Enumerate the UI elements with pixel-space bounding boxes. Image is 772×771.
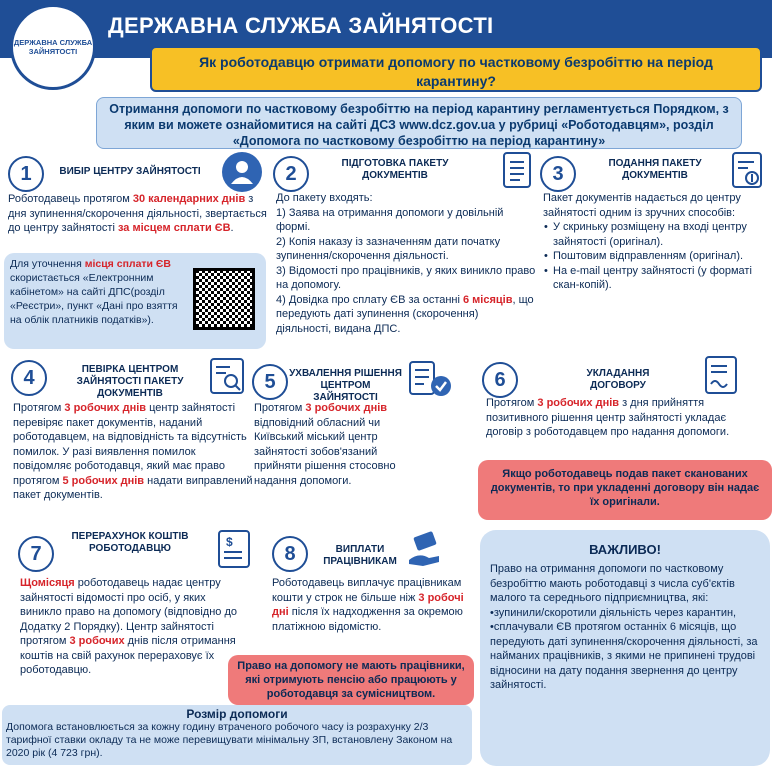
step-8-text [272, 576, 466, 634]
step-7-days: 3 робочих [69, 635, 125, 647]
step-3-title: ПОДАННЯ ПАКЕТУ ДОКУМЕНТІВ [608, 158, 702, 181]
step-1-note-a: Для уточнення [10, 258, 85, 270]
money-hand-icon [405, 530, 445, 570]
step-6-days: 3 робочих днів [537, 397, 620, 409]
step-1-number: 1 [8, 156, 44, 192]
step-8-days: 3 робочі дні [272, 591, 464, 618]
step-6-text-a: Протягом [486, 397, 538, 409]
upload-document-icon [732, 152, 762, 188]
contract-icon [705, 356, 737, 394]
step-2-item-2: 2) Копія наказу із зазначенням дати початку зупинення/скорочення діяльності. [276, 235, 501, 262]
step-4-title: ПЕВІРКА ЦЕНТРОМ ЗАЙНЯТОСТІ ПАКЕТУ ДОКУМЕНТІВ [76, 364, 184, 399]
step-7-text [20, 576, 246, 678]
page-question: Як роботодавцю отримати допомогу по частковому безробіттю на період карантину? [150, 46, 762, 92]
logo-text: ДЕРЖАВНА СЛУЖБА ЗАЙНЯТОСТІ [13, 38, 93, 56]
step-2-item-4-a: 4) Довідка про сплату ЄВ за останні [276, 293, 463, 306]
step-1-text-c: . [230, 222, 234, 234]
brand-title: ДЕРЖАВНА СЛУЖБА ЗАЙНЯТОСТІ [108, 13, 494, 38]
step-1-note [10, 257, 188, 327]
step-3-number: 3 [540, 156, 576, 192]
step-4-text-c: надати виправлений пакет документів. [13, 474, 253, 501]
step-1-text-a: Роботодавець протягом [8, 193, 133, 205]
step-5-text-b: відповідний обласний чи Київський міський центр зайнятості зобов'язаний прийняти рішення стосовно надання допомоги. [254, 416, 396, 487]
amount-text: Допомога встановлюється за кожну годину втраченого робочого часу із розрахунку 2/3 тарифної ставки окладу та не може перевищувати мінімальну ЗП, встановлену Законом на 2020 рік (4 723 грн). [6, 721, 453, 759]
step-6-alert: Якщо роботодавець подав пакет сканованих документів, то при укладенні договору він надає їх оригінали. [478, 460, 772, 520]
important-text [490, 562, 762, 693]
step-1-note-b: скористається «Електронним кабінетом» на сайті ДПС(розділ «Реєстри», пункт «Дані про взяття на облік платників податків»). [10, 272, 178, 326]
step-8-alert: Право на допомогу не мають працівники, які отримують пенсію або працюють у роботодавця за сумісництвом. [228, 655, 474, 705]
step-2-item-1: 1) Заява на отримання допомоги у довільній формі. [276, 206, 504, 233]
step-4-text-a: Протягом [13, 402, 65, 414]
step-3-lead: Пакет документів надається до центру зайнятості одним із зручних способів: [543, 192, 741, 219]
step-6-title: УКЛАДАННЯ ДОГОВОРУ [586, 368, 650, 391]
step-5-number: 5 [252, 364, 288, 400]
step-1-text [8, 192, 270, 236]
important-lead: Право на отримання допомоги по частковому безробіттю мають роботодавці з числа суб'єктів малого та середнього підприємництва, які: [490, 563, 735, 604]
step-8-text-a: Роботодавець виплачує працівникам кошти у строк не більше ніж [272, 577, 462, 604]
important-title: ВАЖЛИВО! [589, 542, 661, 557]
checklist-icon [408, 360, 454, 398]
step-6-text-b: з дня прийняття позитивного рішення центр зайнятості укладає договір з роботодавцем про надання допомоги. [486, 397, 730, 438]
step-2-lead: До пакету входять: [276, 192, 373, 204]
step-1-place: за місцем сплати ЄВ [117, 222, 231, 234]
step-5-text-a: Протягом [254, 402, 306, 414]
step-8-text-b: після їх надходження за окремою платіжною відомістю. [272, 606, 463, 633]
step-4-text [13, 401, 253, 503]
step-7-title: ПЕРЕРАХУНОК КОШТІВ РОБОТОДАВЦЮ [71, 531, 189, 554]
step-2-item-4 [276, 293, 536, 337]
step-2-text [276, 191, 536, 336]
step-7-monthly: Щомісяця [20, 577, 75, 589]
step-6-number: 6 [482, 362, 518, 398]
invoice-icon [218, 530, 250, 568]
step-1-text-b: з дня зупинення/скорочення діяльності, звертається до центру зайнятості [8, 193, 267, 234]
step-4-days: 3 робочих днів [64, 402, 147, 414]
important-bullet-2: •сплачували ЄВ протягом останніх 6 місяців, що передують даті зупинення/скорочення діяльності, за найманих працівників, з якими не припинені трудові відносини на дату подання звернення до центру зайнятості. [490, 621, 758, 691]
step-4-fix-days: 5 робочих днів [62, 474, 145, 487]
step-7-text-b: днів після отримання коштів на свій рахунок перераховує їх роботодавцю. [20, 635, 236, 676]
step-8-number: 8 [272, 536, 308, 572]
step-1-days: 30 календарних днів [132, 193, 246, 205]
step-4-number: 4 [11, 360, 47, 396]
documents-icon [503, 152, 531, 188]
step-3-bullet-2: • Поштовим відправленням (оригінал). [553, 249, 768, 264]
step-1-note-place: місця сплати ЄВ [84, 258, 171, 270]
step-8-title: ВИПЛАТИ ПРАЦІВНИКАМ [323, 544, 397, 567]
step-5-text [254, 401, 424, 488]
step-3-text [543, 191, 768, 293]
step-2-number: 2 [273, 156, 309, 192]
intro-box: Отримання допомоги по частковому безробіттю на період карантину регламентується Порядком, з яким ви можете ознайомитися на сайті ДСЗ www.dcz.gov.ua у рубриці «Роботодавцям», розділ «Допомога по частковому безробіттю на період карантину» [96, 97, 742, 149]
qr-code[interactable] [193, 268, 255, 330]
step-6-text [486, 396, 748, 440]
user-icon [222, 152, 262, 192]
step-7-text-a: роботодавець надає центру зайнятості відомості про осіб, у яких виникло право на допомогу (відповідно до Додатку 2 Порядку). Центр зайнятості протягом [20, 577, 237, 647]
step-4-text-b: центр зайнятості перевіряє пакет документів, наданий роботодавцем, на відповідність та відсутність помилок. У разі виявлення помилок повідомляє роботодавця, який має право протягом [13, 402, 247, 487]
step-3-bullet-1: • У скриньку розміщену на вході центру зайнятості (оригінал). [553, 220, 768, 249]
important-bullet-1: •зупинили/скоротили діяльність через карантин, [490, 606, 737, 619]
step-3-bullet-3: • На e-mail центру зайнятості (у форматі скан-копій). [553, 264, 768, 293]
step-2-item-4-b: , що передують даті зупинення (скорочення) діяльності, видана ДПС. [276, 293, 534, 335]
step-1-title: ВИБІР ЦЕНТРУ ЗАЙНЯТОСТІ [59, 166, 201, 177]
step-2-months: 6 місяців [463, 293, 513, 306]
step-5-title: УХВАЛЕННЯ РІШЕННЯ ЦЕНТРОМ ЗАЙНЯТОСТІ [289, 368, 402, 403]
step-2-item-3: 3) Відомості про працівників, у яких виникло право на допомогу. [276, 264, 536, 291]
amount-title: Розмір допомоги [186, 707, 288, 721]
svg-text:$: $ [226, 535, 233, 549]
logo [10, 4, 96, 90]
step-2-title: ПІДГОТОВКА ПАКЕТУ ДОКУМЕНТІВ [341, 158, 449, 181]
step-7-number: 7 [18, 536, 54, 572]
step-5-days: 3 робочих днів [305, 402, 388, 414]
search-document-icon [210, 358, 244, 394]
